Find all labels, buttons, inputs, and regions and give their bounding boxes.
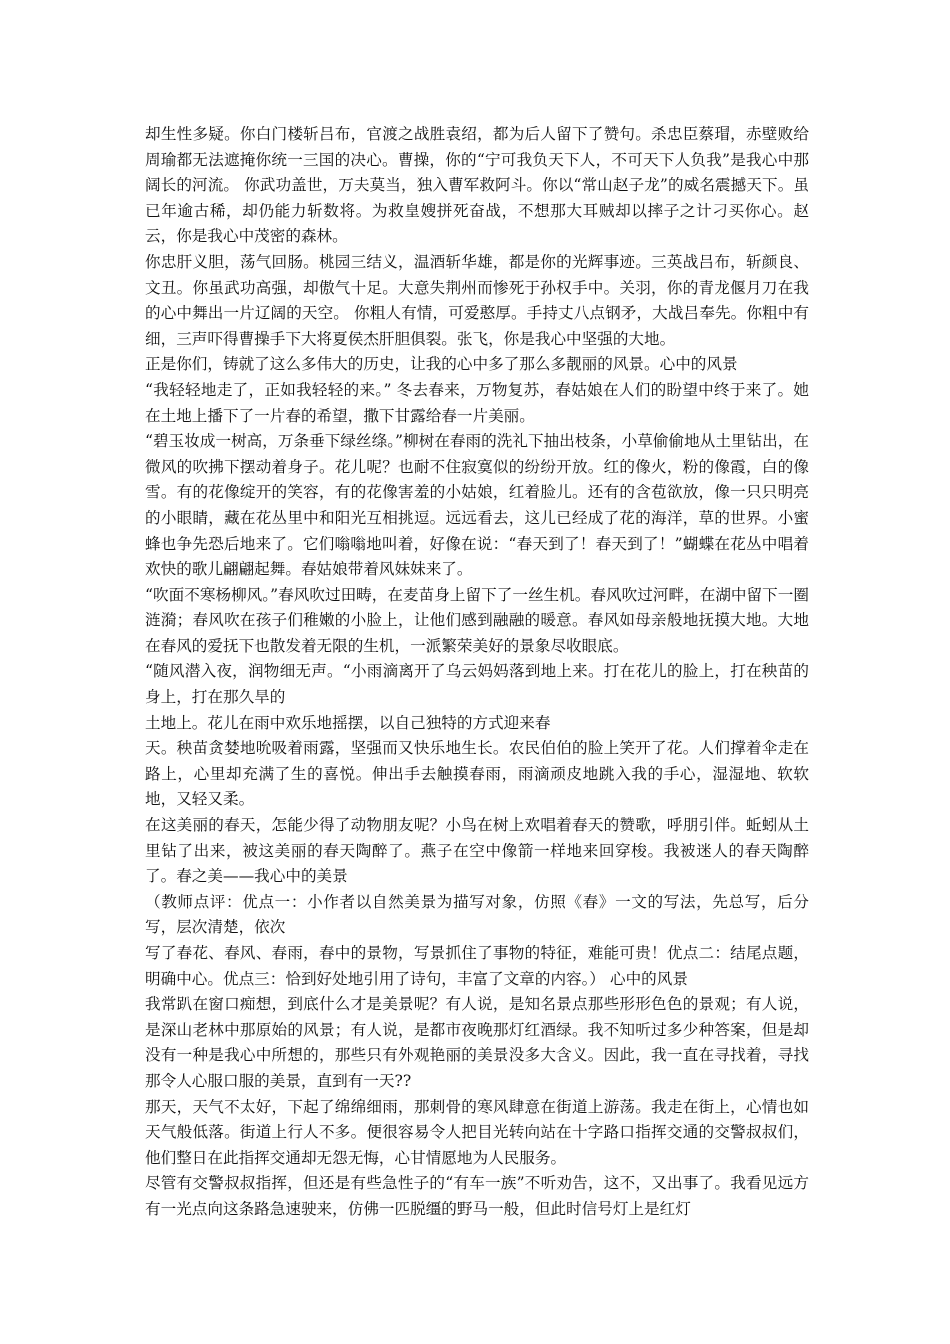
- paragraph-teacher-comment-1: （教师点评：优点一：小作者以自然美景为描写对象，仿照《春》一文的写法，先总写，后分写，层次清楚，依次: [145, 892, 809, 937]
- paragraph-cao-cao-zhao-yun: 却生性多疑。你白门楼斩吕布，官渡之战胜袁绍，都为后人留下了赞句。杀忠臣蔡瑁，赤壁败给周瑜都无法遮掩你统一三国的决心。曹操，你的“宁可我负天下人，不可天下人负我”是我心中那阔长的河流。 你武功盖世，万夫莫当，独入曹军救阿斗。你以“常山赵子龙”的威名震撼天下。虽已年逾古稀，却仍能力斩数将。为救皇嫂拼死奋战，不想那大耳贼却以摔子之计刁买你心。赵云，你是我心中茂密的森林。: [145, 125, 809, 246]
- essay-text: [145, 122, 809, 1223]
- paragraph-rainy-day: 那天，天气不太好，下起了绵绵细雨，那刺骨的寒风肆意在街道上游荡。我走在街上，心情也如天气般低落。街道上行人不多。便很容易令人把目光转向站在十字路口指挥交通的交警叔叔们，他们整日在此指挥交通却无怨无悔，心甘情愿地为人民服务。: [145, 1097, 809, 1167]
- paragraph-traffic-incident: 尽管有交警叔叔指挥，但还是有些急性子的“有车一族”不听劝告，这不，又出事了。我看见远方有一光点向这条路急速驶来，仿佛一匹脱缰的野马一般，但此时信号灯上是红灯: [145, 1174, 809, 1218]
- paragraph-spring-rain-1: “随风潜入夜，润物细无声。“小雨滴离开了乌云妈妈落到地上来。打在花儿的脸上，打在秧苗的身上，打在那久旱的: [145, 662, 809, 707]
- paragraph-history-scenery: 正是你们，铸就了这么多伟大的历史，让我的心中多了那么多靓丽的风景。心中的风景: [145, 355, 738, 374]
- paragraph-spring-arrives: “我轻轻地走了，正如我轻轻的来。” 冬去春来，万物复苏，春姑娘在人们的盼望中终于来了。她在土地上播下了一片春的希望，撒下甘露给春一片美丽。: [145, 380, 809, 425]
- paragraph-what-is-beauty: 我常趴在窗口痴想，到底什么才是美景呢？有人说，是知名景点那些形形色色的景观；有人说，是深山老林中那原始的风景；有人说，是都市夜晚那灯红酒绿。我不知听过多少种答案，但是却没有一种是我心中所想的，那些只有外观艳丽的美景没多大含义。因此，我一直在寻找着，寻找那令人心服口服的美景，直到有一天??: [145, 995, 809, 1090]
- paragraph-willow-flowers: “碧玉妆成一树高，万条垂下绿丝绦。”柳树在春雨的洗礼下抽出枝条，小草偷偷地从土里钻出，在微风的吹拂下摆动着身子。花儿呢？也耐不住寂寞似的纷纷开放。红的像火，粉的像霞，白的像雪。有的花像绽开的笑容，有的花像害羞的小姑娘，红着脸儿。还有的含苞欲放，像一只只明亮的小眼睛，藏在花丛里中和阳光互相挑逗。远远看去，这儿已经成了花的海洋，草的世界。小蜜蜂也争先恐后地来了。它们嗡嗡地叫着，好像在说：“春天到了！春天到了！”蝴蝶在花丛中唱着欢快的歌儿翩翩起舞。春姑娘带着风妹妹来了。: [145, 432, 809, 579]
- paragraph-guan-yu-zhang-fei: 你忠肝义胆，荡气回肠。桃园三结义，温酒斩华雄，都是你的光辉事迹。三英战吕布，斩颜良、文丑。你虽武功高强，却傲气十足。大意失荆州而惨死于孙权手中。关羽，你的青龙偃月刀在我的心中舞出一片辽阔的天空。 你粗人有情，可爱憨厚。手持丈八点钢矛，大战吕奉先。你粗中有细，三声吓得曹操手下大将夏侯杰肝胆俱裂。张飞，你是我心中坚强的大地。: [145, 252, 809, 348]
- paragraph-spring-wind: “吹面不寒杨柳风。”春风吹过田畴，在麦苗身上留下了一丝生机。春风吹过河畔，在湖中留下一圈涟漪；春风吹在孩子们稚嫩的小脸上，让他们感到融融的暖意。春风如母亲般地抚摸大地。大地在春风的爱抚下也散发着无限的生机，一派繁荣美好的景象尽收眼底。: [145, 585, 809, 655]
- paragraph-teacher-comment-2: 写了春花、春风、春雨，春中的景物，写景抓住了事物的特征，难能可贵！优点二：结尾点题，明确中心。优点三：恰到好处地引用了诗句，丰富了文章的内容。） 心中的风景: [145, 944, 809, 988]
- paragraph-animal-friends: 在这美丽的春天，怎能少得了动物朋友呢？小鸟在树上欢唱着春天的赞歌，呼朋引伴。蚯蚓从土里钻了出来，被这美丽的春天陶醉了。燕子在空中像箭一样地来回穿梭。我被迷人的春天陶醉了。春之美——我心中的美景: [145, 816, 809, 886]
- paragraph-spring-rain-2: 土地上。花儿在雨中欢乐地摇摆，以自己独特的方式迎来春: [145, 713, 551, 732]
- paragraph-spring-rain-3: 天。秧苗贪婪地吮吸着雨露，坚强而又快乐地生长。农民伯伯的脸上笑开了花。人们撑着伞走在路上，心里却充满了生的喜悦。伸出手去触摸春雨，雨滴顽皮地跳入我的手心，湿湿地、软软地，又轻又柔。: [145, 739, 809, 809]
